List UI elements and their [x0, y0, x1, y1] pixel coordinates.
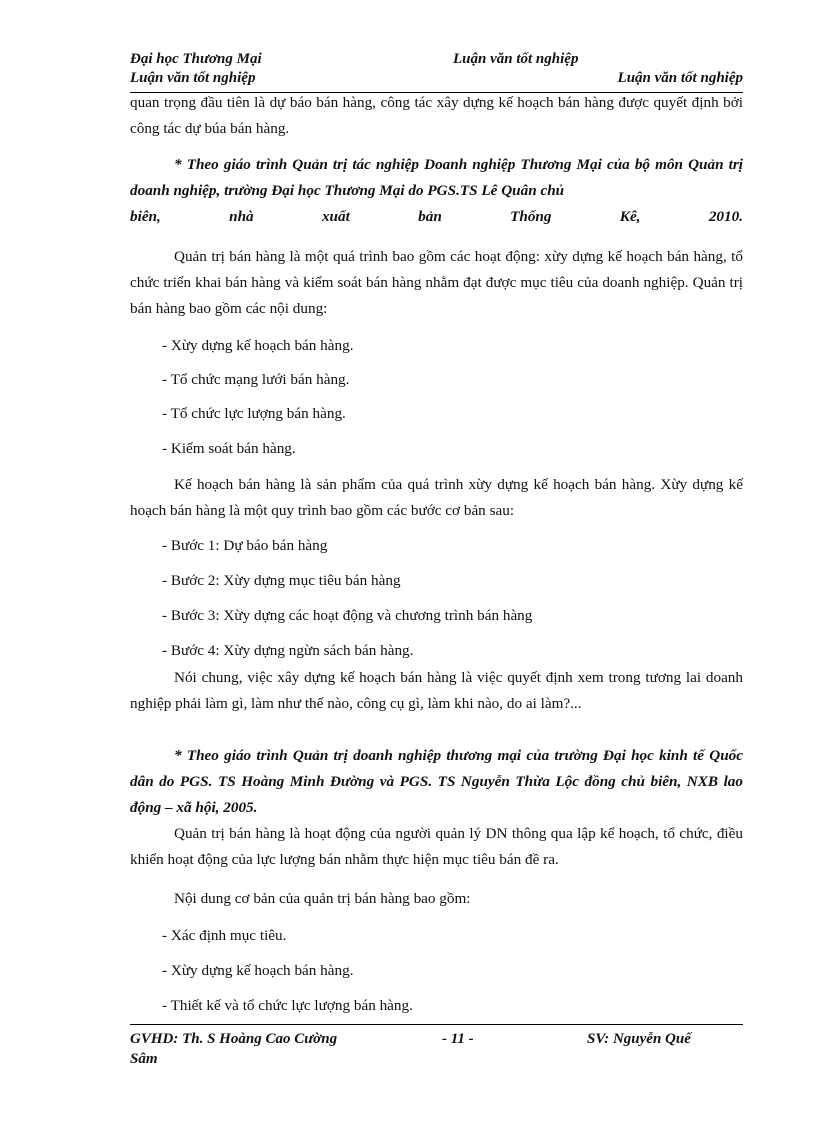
list-item: - Bước 4: Xừy dựng ngừn sách bán hàng.	[162, 642, 414, 659]
list-item: - Thiết kế và tổ chức lực lượng bán hàng.	[162, 997, 413, 1014]
paragraph-1: quan trọng đầu tiên là dự báo bán hàng, công tác xây dựng kế hoạch bán hàng được quyết định bởi công tác dự búa bán hàng.	[130, 94, 743, 137]
list-item: - Xừy dựng kế hoạch bán hàng.	[162, 337, 354, 354]
paragraph-2: Quản trị bán hàng là một quá trình bao gồm các hoạt động: xừy dựng kế hoạch bán hàng, tổ chức triển khai bán hàng và kiểm soát bán hàng nhằm đạt được mục tiêu của doanh nghiệp. Quản trị bán hàng bao gồm các nội dung:	[130, 248, 743, 317]
header-thesis-left: Luận văn tốt nghiệp	[130, 70, 256, 86]
page-header-line-1	[130, 51, 743, 71]
reference-1: * Theo giáo trình Quản trị tác nghiệp Doanh nghiệp Thương Mại của bộ môn Quản trị doanh nghiệp, trường Đại học Thương Mại do PGS.TS Lê Quân chủ	[130, 156, 743, 199]
list-item: - Tổ chức lực lượng bán hàng.	[162, 405, 346, 422]
list-item: - Xừy dựng kế hoạch bán hàng.	[162, 962, 354, 979]
list-item: - Kiểm soát bán hàng.	[162, 440, 296, 457]
list-item: - Bước 2: Xừy dựng mục tiêu bán hàng	[162, 572, 401, 589]
header-university: Đại học Thương Mại	[130, 51, 262, 67]
page-number: - 11 -	[442, 1031, 474, 1047]
list-item: - Bước 3: Xừy dựng các hoạt động và chương trình bán hàng	[162, 607, 533, 624]
list-item: - Bước 1: Dự báo bán hàng	[162, 537, 328, 554]
footer-student: SV: Nguyễn Quế	[587, 1031, 691, 1047]
header-thesis-title: Luận văn tốt nghiệp	[453, 51, 579, 67]
page-footer	[130, 1024, 743, 1067]
footer-supervisor: GVHD: Th. S Hoàng Cao Cường	[130, 1031, 338, 1047]
list-item: - Xác định mục tiêu.	[162, 927, 287, 944]
footer-student-name-cont: Sâm	[130, 1051, 158, 1067]
paragraph-3: Kế hoạch bán hàng là sản phẩm của quá trình xừy dựng kế hoạch bán hàng. Xừy dựng kế hoạch bán hàng là một quy trình bao gồm các bước cơ bản sau:	[130, 476, 743, 519]
paragraph-6: Nội dung cơ bản của quản trị bán hàng bao gồm:	[174, 890, 471, 907]
reference-2: * Theo giáo trình Quản trị doanh nghiệp thương mại của trường Đại học kinh tế Quốc dân do PGS. TS Hoàng Minh Đường và PGS. TS Nguyễn Thừa Lộc đồng chủ biên, NXB lao động – xã hội, 2005.	[130, 747, 743, 816]
header-thesis-right: Luận văn tốt nghiệp	[617, 70, 743, 86]
list-item: - Tổ chức mạng lưới bán hàng.	[162, 371, 350, 388]
paragraph-4: Nói chung, việc xây dựng kế hoạch bán hàng là việc quyết định xem trong tương lai doanh nghiệp phải làm gì, làm như thế nào, công cụ gì, làm khi nào, do ai làm?...	[130, 669, 743, 712]
paragraph-5: Quản trị bán hàng là hoạt động của người quản lý DN thông qua lập kế hoạch, tổ chức, điều khiển hoạt động của lực lượng bán nhằm thực hiện mục tiêu bán đề ra.	[130, 825, 743, 868]
reference-1-last-line: biên, nhà xuất bản Thống Kê, 2010.	[130, 208, 743, 225]
